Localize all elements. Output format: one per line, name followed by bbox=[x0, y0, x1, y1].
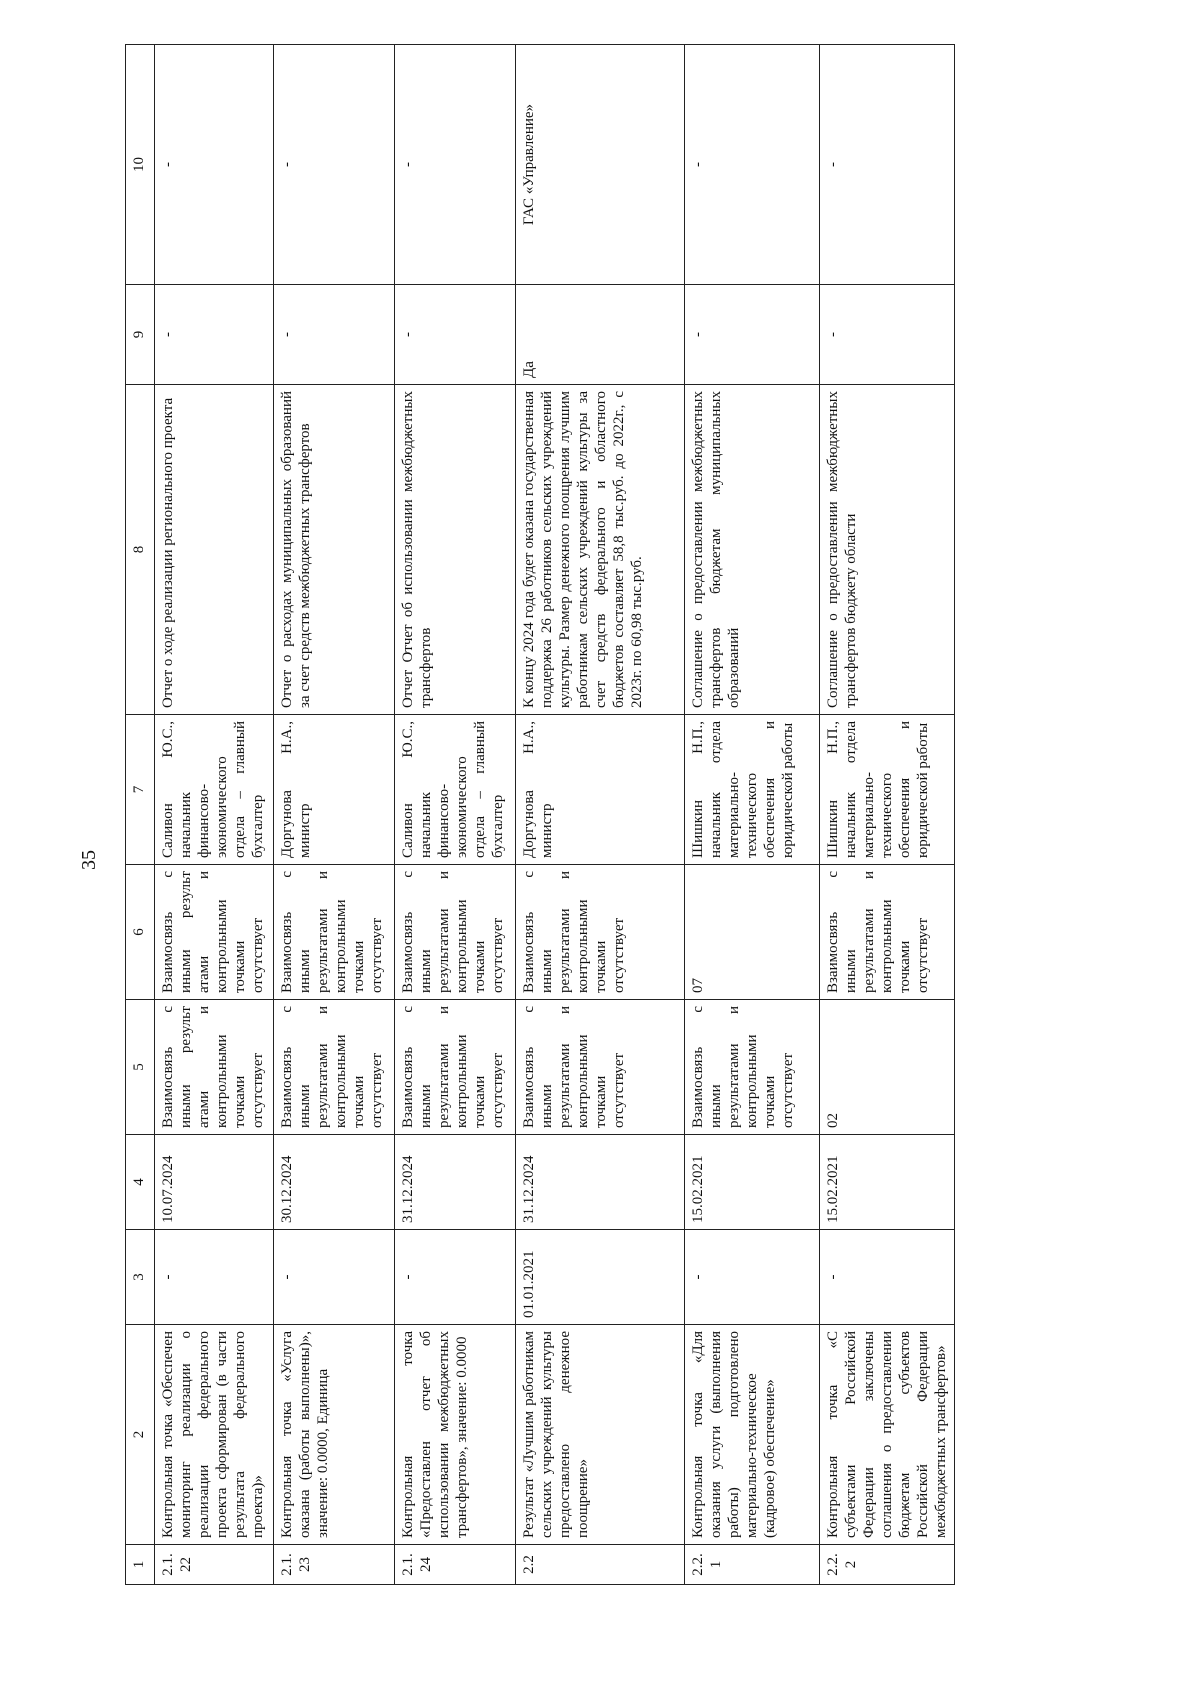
start-date: - bbox=[155, 1230, 274, 1325]
responsible-person: Шишкин Н.П., начальник отдела материально-технического обеспечения и юридической работы bbox=[820, 715, 955, 865]
event-description: Контрольная точка «Услуга оказана (работы выполнены)», значение: 0.0000, Единица bbox=[274, 1325, 395, 1545]
responsible-person: Шишкин Н.П., начальник отдела материально-технического обеспечения и юридической работы bbox=[685, 715, 820, 865]
event-description: Контрольная точка «Для оказания услуги (выполнения работы) подготовлено материально-техническое (кадровое) обеспечение» bbox=[685, 1325, 820, 1545]
end-date: 15.02.2021 bbox=[820, 1135, 955, 1230]
document-result: Отчет Отчет об использовании межбюджетных трансфертов bbox=[395, 385, 516, 715]
info-system: - bbox=[820, 45, 955, 285]
column-header: 10 bbox=[126, 45, 155, 285]
predecessor-link: Взаимосвязь с иными результатами и контрольными точками отсутствует bbox=[516, 1000, 685, 1135]
predecessor-link: Взаимосвязь с иными результатами и контрольными точками отсутствует bbox=[274, 1000, 395, 1135]
successor-link: 07 bbox=[685, 865, 820, 1000]
responsible-person: Доргунова Н.А., министр bbox=[516, 715, 685, 865]
column-header: 4 bbox=[126, 1135, 155, 1230]
column-header: 5 bbox=[126, 1000, 155, 1135]
column-header: 9 bbox=[126, 285, 155, 385]
row-number: 2.2 bbox=[516, 1545, 685, 1585]
column-header: 1 bbox=[126, 1545, 155, 1585]
event-description: Контрольная точка «Предоставлен отчет об использовании межбюджетных трансфертов», значение: 0.0000 bbox=[395, 1325, 516, 1545]
info-system: - bbox=[155, 45, 274, 285]
document-result: Соглашение о предоставлении межбюджетных трансфертов бюджету области bbox=[820, 385, 955, 715]
document-result: Соглашение о предоставлении межбюджетных трансфертов бюджетам муниципальных образований bbox=[685, 385, 820, 715]
column-header: 3 bbox=[126, 1230, 155, 1325]
start-date: - bbox=[820, 1230, 955, 1325]
level-flag: - bbox=[274, 285, 395, 385]
end-date: 15.02.2021 bbox=[685, 1135, 820, 1230]
table-row bbox=[155, 45, 274, 1585]
predecessor-link: 02 bbox=[820, 1000, 955, 1135]
predecessor-link: Взаимосвязь с иными результ атами и контрольными точками отсутствует bbox=[155, 1000, 274, 1135]
row-number: 2.1.23 bbox=[274, 1545, 395, 1585]
rotated-table-container bbox=[125, 45, 1070, 1585]
table-row bbox=[395, 45, 516, 1585]
level-flag: Да bbox=[516, 285, 685, 385]
end-date: 31.12.2024 bbox=[395, 1135, 516, 1230]
predecessor-link: Взаимосвязь с иными результатами и контрольными точками отсутствует bbox=[395, 1000, 516, 1135]
row-number: 2.2.1 bbox=[685, 1545, 820, 1585]
successor-link: Взаимосвязь с иными результатами и контрольными точками отсутствует bbox=[820, 865, 955, 1000]
event-description: Результат «Лучшим работникам сельских учреждений культуры предоставлено денежное поощрение» bbox=[516, 1325, 685, 1545]
table-row bbox=[274, 45, 395, 1585]
event-description: Контрольная точка «Обеспечен мониторинг реализации о реализации федерального проекта сформирован (в части результата федерального проекта)» bbox=[155, 1325, 274, 1545]
document-result: Отчет о расходах муниципальных образований за счет средств межбюджетных трансфертов bbox=[274, 385, 395, 715]
table-row bbox=[685, 45, 820, 1585]
document-result: Отчет о ходе реализации регионального проекта bbox=[155, 385, 274, 715]
row-number: 2.1.24 bbox=[395, 1545, 516, 1585]
column-header: 6 bbox=[126, 865, 155, 1000]
table-row bbox=[516, 45, 685, 1585]
successor-link: Взаимосвязь с иными результатами и контрольными точками отсутствует bbox=[395, 865, 516, 1000]
level-flag: - bbox=[155, 285, 274, 385]
column-header: 7 bbox=[126, 715, 155, 865]
end-date: 10.07.2024 bbox=[155, 1135, 274, 1230]
level-flag: - bbox=[685, 285, 820, 385]
info-system: - bbox=[685, 45, 820, 285]
info-system: - bbox=[395, 45, 516, 285]
info-system: ГАС «Управление» bbox=[516, 45, 685, 285]
level-flag: - bbox=[820, 285, 955, 385]
document-result: К концу 2024 года будет оказана государственная поддержка 26 работников сельских учреждений культуры. Размер денежного поощрения лучшим работникам сельских учреждений культуры за счет средств федерального и областного бюджетов составляет 58,8 тыс.руб. до 2022г., с 2023г. по 60,98 тыс.руб. bbox=[516, 385, 685, 715]
responsible-person: Саливон Ю.С., начальник финансово-экономического отдела – главный бухгалтер bbox=[155, 715, 274, 865]
header-row bbox=[126, 45, 155, 1585]
table-row bbox=[820, 45, 955, 1585]
level-flag: - bbox=[395, 285, 516, 385]
successor-link: Взаимосвязь с иными результатами и контрольными точками отсутствует bbox=[274, 865, 395, 1000]
end-date: 30.12.2024 bbox=[274, 1135, 395, 1230]
event-description: Контрольная точка «С субъектами Российской Федерации заключены соглашения о предоставлении бюджетам субъектов Российской Федерации межбюджетных трансфертов» bbox=[820, 1325, 955, 1545]
start-date: 01.01.2021 bbox=[516, 1230, 685, 1325]
start-date: - bbox=[685, 1230, 820, 1325]
end-date: 31.12.2024 bbox=[516, 1135, 685, 1230]
start-date: - bbox=[395, 1230, 516, 1325]
responsible-person: Доргунова Н.А., министр bbox=[274, 715, 395, 865]
info-system: - bbox=[274, 45, 395, 285]
page-number: 35 bbox=[78, 850, 100, 870]
responsible-person: Саливон Ю.С., начальник финансово-экономического отдела – главный бухгалтер bbox=[395, 715, 516, 865]
plan-table bbox=[125, 44, 955, 1585]
start-date: - bbox=[274, 1230, 395, 1325]
row-number: 2.1.22 bbox=[155, 1545, 274, 1585]
row-number: 2.2.2 bbox=[820, 1545, 955, 1585]
predecessor-link: Взаимосвязь с иными результатами и контрольными точками отсутствует bbox=[685, 1000, 820, 1135]
column-header: 8 bbox=[126, 385, 155, 715]
successor-link: Взаимосвязь с иными результ атами и контрольными точками отсутствует bbox=[155, 865, 274, 1000]
successor-link: Взаимосвязь с иными результатами и контрольными точками отсутствует bbox=[516, 865, 685, 1000]
column-header: 2 bbox=[126, 1325, 155, 1545]
